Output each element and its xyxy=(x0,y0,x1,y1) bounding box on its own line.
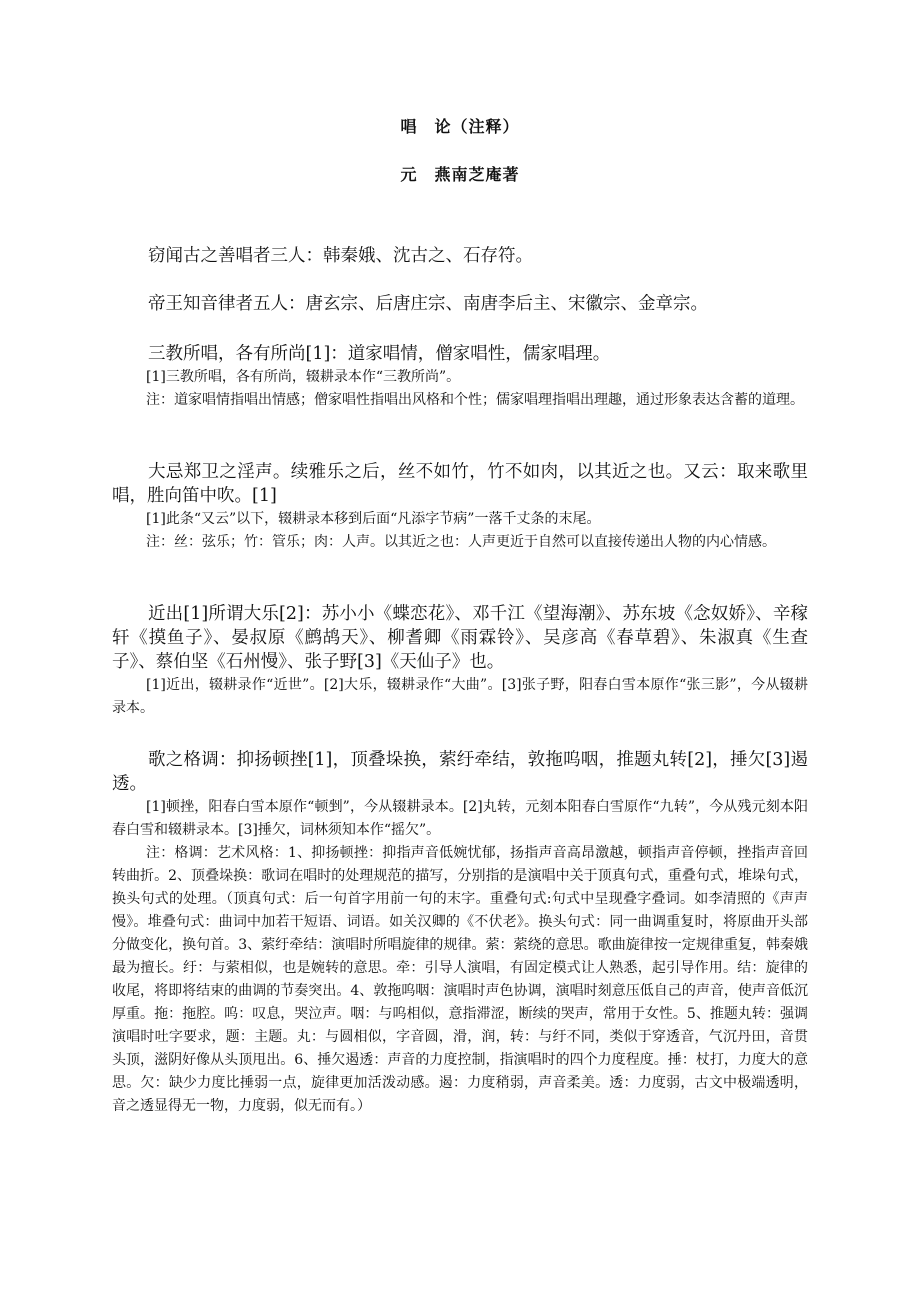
annotation: 注：丝：弦乐；竹：管乐；肉：人声。以其近之也：人声更近于自然可以直接传递出人物的内心情感。 xyxy=(146,534,776,550)
main-text: 近出[1]所谓大乐[2]：苏小小《蝶恋花》、邓千江《望海潮》、苏东坡《念奴娇》、辛稼轩《摸鱼子》、晏叔原《鹧鸪天》、柳耆卿《雨霖铃》、吴彦高《春草碧》、朱淑真《生查子》、蔡伯坚《石州慢》、张子野[3]《天仙子》也。 xyxy=(112,604,808,672)
paragraph-5 xyxy=(112,602,808,720)
paragraph-1 xyxy=(112,244,808,268)
paragraph-3 xyxy=(112,342,808,412)
main-text: 大忌郑卫之淫声。续雅乐之后，丝不如竹，竹不如肉，以其近之也。又云：取来歌里唱，胜向笛中吹。[1] xyxy=(112,462,808,506)
main-text: 帝王知音律者五人：唐玄宗、后唐庄宗、南唐李后主、宋徽宗、金章宗。 xyxy=(148,294,708,314)
footnote: [1]三教所唱，各有所尚，辍耕录本作“三教所尚”。 xyxy=(146,369,461,385)
footnote: [1]顿挫，阳春白雪本原作“顿剉”，今从辍耕录本。[2]丸转，元刻本阳春白雪原作“九转”，今从残元刻本阳春白雪和辍耕录本。[3]捶欠，词林须知本作“摇欠”。 xyxy=(112,799,808,838)
main-text: 三教所唱，各有所尚[1]：道家唱情，僧家唱性，儒家唱理。 xyxy=(148,344,611,364)
main-text: 窃闻古之善唱者三人：韩秦娥、沈古之、石存符。 xyxy=(148,246,533,266)
footnote: [1]近出，辍耕录作“近世”。[2]大乐，辍耕录作“大曲”。[3]张子野，阳春白雪本原作“张三影”，今从辍耕录本。 xyxy=(112,677,808,716)
main-text: 歌之格调：抑扬顿挫[1]，顶叠垛换，萦纡牵结，敦拖呜咽，推题丸转[2]，捶欠[3]遏透。 xyxy=(112,750,808,794)
footnote: [1]此条“又云”以下，辍耕录本移到后面“凡添字节病”一落千丈条的末尾。 xyxy=(146,511,601,527)
annotation: 注：道家唱情指唱出情感；僧家唱性指唱出风格和个性；儒家唱理指唱出理趣，通过形象表达含蓄的道理。 xyxy=(146,392,804,408)
paragraph-2 xyxy=(112,292,808,316)
annotation: 注：格调：艺术风格：1、抑扬顿挫：抑指声音低婉忧郁，扬指声音高昂激越，顿指声音停顿，挫指声音回转曲折。2、顶叠垛换：歌词在唱时的处理规范的描写，分别指的是演唱中关于顶真句式，重叠句式，堆垛句式，换头句式的处理。（顶真句式：后一句首字用前一句的末字。重叠句式:句式中呈现叠字叠词。如李清照的《声声慢》。堆叠句式：曲词中加若干短语、词语。如关汉卿的《不伏老》。换头句式：同一曲调重复时，将原曲开头部分做变化，换句首。3、萦纡牵结：演唱时所唱旋律的规律。萦：萦绕的意思。歌曲旋律按一定规律重复，韩秦娥最为擅长。纡：与萦相似，也是婉转的意思。牵：引导人演唱，有固定模式让人熟悉，起引导作用。结：旋律的收尾，将即将结束的曲调的节奏突出。4、敦拖呜咽：演唱时声色协调，演唱时刻意压低自己的声音，使声音低沉厚重。拖：拖腔。呜：叹息，哭泣声。咽：与呜相似，意指滞涩，断续的哭声，常用于女性。5、推题丸转：强调演唱时吐字要求，题：主题。丸：与圆相似，字音圆，滑，润，转：与纡不同，类似于穿透音，气沉丹田，音贯头顶，滋阴好像从头顶甩出。6、捶欠遏透：声音的力度控制，指演唱时的四个力度程度。捶：杖打，力度大的意思。欠：缺少力度比捶弱一点，旋律更加活泼动感。遏：力度稍弱，声音柔美。透：力度弱，古文中极端透明，音之透显得无一物，力度弱，似无而有。） xyxy=(112,845,808,1114)
document-author: 元 燕南芝庵著 xyxy=(400,165,520,184)
paragraph-6 xyxy=(112,748,808,1118)
document-title: 唱 论（注释） xyxy=(400,117,520,136)
paragraph-4 xyxy=(112,460,808,554)
